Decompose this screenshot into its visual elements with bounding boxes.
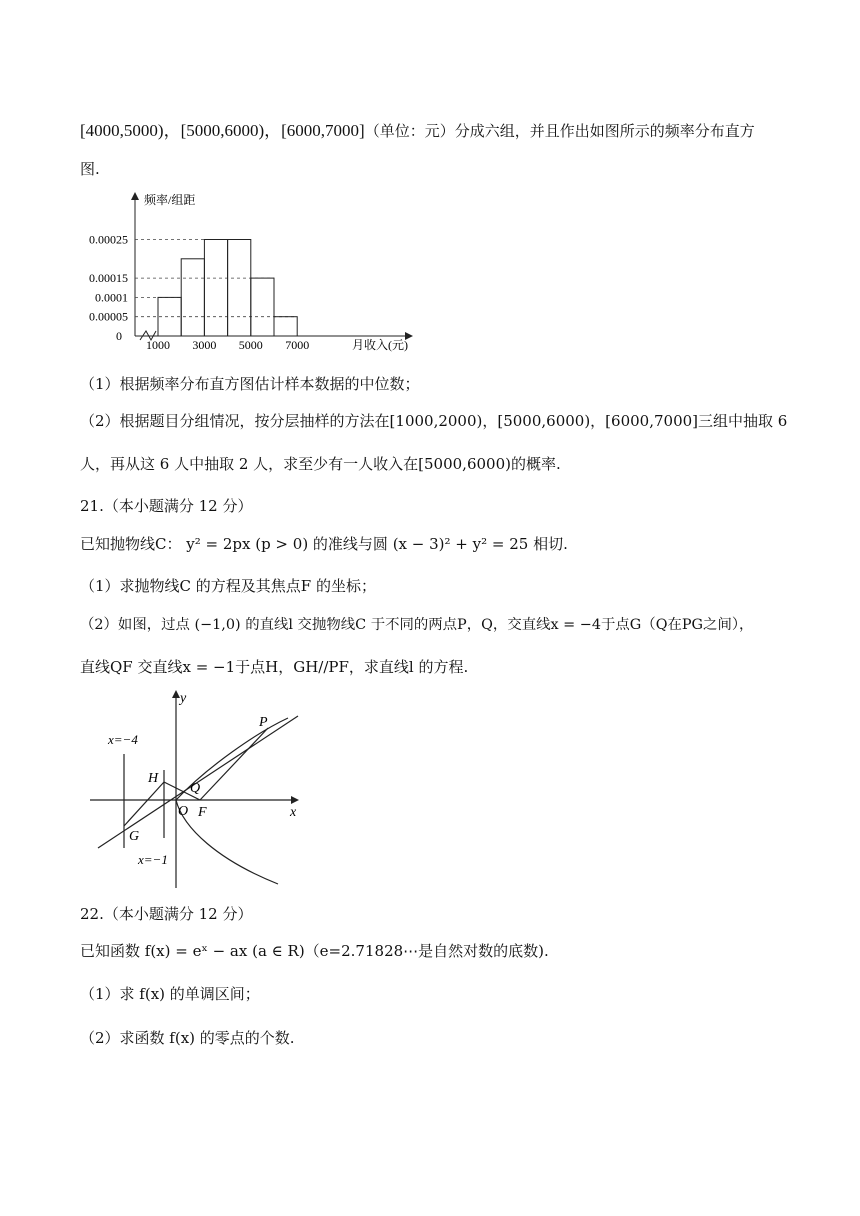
histogram-bar — [228, 240, 251, 337]
histogram-xlabel: 月收入(元) — [352, 338, 408, 352]
x-axis-arrow — [291, 796, 299, 804]
parabola-figure — [88, 688, 308, 888]
p22-q2: （2）求函数 f(x) 的零点的个数. — [80, 1029, 295, 1047]
histogram-bar — [251, 278, 274, 336]
histogram-bar — [181, 259, 204, 336]
label-x-neg1: x=−1 — [138, 852, 168, 867]
histogram-y-tick-label: 0.0001 — [95, 290, 128, 305]
label-Q: Q — [190, 781, 201, 796]
histogram-y-tick-label: 0 — [116, 329, 122, 343]
p21-q2-a: （2）如图，过点 (−1,0) 的直线l 交抛物线C 于不同的两点P，Q，交直线x = −4于点G（Q在PG之间）， — [80, 617, 754, 633]
label-y: y — [180, 691, 187, 706]
p22-header: 22.（本小题满分 12 分） — [80, 905, 253, 923]
histogram-x-tick-label: 7000 — [285, 338, 310, 352]
label-x-neg4: x=−4 — [108, 732, 138, 747]
p21-header: 21.（本小题满分 12 分） — [80, 497, 253, 515]
p20-q2-b: 人，再从这 6 人中抽取 2 人，求至少有一人收入在[5000,6000)的概率. — [80, 455, 561, 473]
histogram-x-ticks — [146, 338, 309, 352]
histogram-x-tick-label: 5000 — [238, 338, 263, 352]
y-axis-arrow — [172, 690, 180, 698]
p21-stem: 已知抛物线C： y² = 2px (p > 0) 的准线与圆 (x − 3)² + y² = 25 相切. — [80, 535, 568, 553]
p21-q1: （1）求抛物线C 的方程及其焦点F 的坐标； — [80, 577, 376, 595]
label-P: P — [259, 715, 268, 730]
p22-q1: （1）求 f(x) 的单调区间； — [80, 985, 260, 1003]
histogram-bar — [274, 317, 297, 336]
histogram-y-tick-label: 0.00015 — [89, 271, 128, 286]
p20-intervals: [4000,5000)，[5000,6000)，[6000,7000] — [80, 121, 365, 140]
histogram-y-ticks — [89, 233, 128, 344]
label-O: O — [178, 804, 189, 819]
p22-stem: 已知函数 f(x) = eˣ − ax (a ∈ R)（e=2.71828⋯是自然对数的底数). — [80, 942, 549, 960]
p20-line2: 图. — [80, 160, 100, 178]
line-pf — [200, 728, 268, 800]
histogram-axes — [131, 192, 413, 340]
p20-intervals-line — [80, 116, 755, 141]
p20-q1: （1）根据频率分布直方图估计样本数据的中位数； — [80, 375, 420, 393]
frequency-histogram — [80, 188, 440, 358]
label-H: H — [148, 771, 159, 786]
parabola-curve — [176, 718, 288, 884]
p20-intervals-tail: （单位：元）分成六组，并且作出如图所示的频率分布直方 — [364, 122, 755, 140]
p20-q2-a: （2）根据题目分组情况，按分层抽样的方法在[1000,2000)，[5000,6000)，[6000,7000]三组中抽取 6 — [80, 412, 788, 430]
histogram-y-tick-label: 0.00005 — [89, 309, 128, 324]
label-x: x — [290, 805, 297, 820]
histogram-ylabel: 频率/组距 — [144, 193, 196, 207]
label-G: G — [129, 829, 140, 844]
label-F: F — [198, 805, 207, 820]
histogram-x-tick-label: 3000 — [192, 338, 217, 352]
histogram-bar — [204, 240, 227, 337]
histogram-bars — [158, 240, 297, 337]
p21-q2-b: 直线QF 交直线x = −1于点H，GH//PF，求直线l 的方程. — [80, 658, 469, 676]
histogram-x-tick-label: 1000 — [146, 338, 170, 352]
histogram-y-tick-label: 0.00025 — [89, 232, 128, 247]
line-gh — [124, 782, 164, 826]
